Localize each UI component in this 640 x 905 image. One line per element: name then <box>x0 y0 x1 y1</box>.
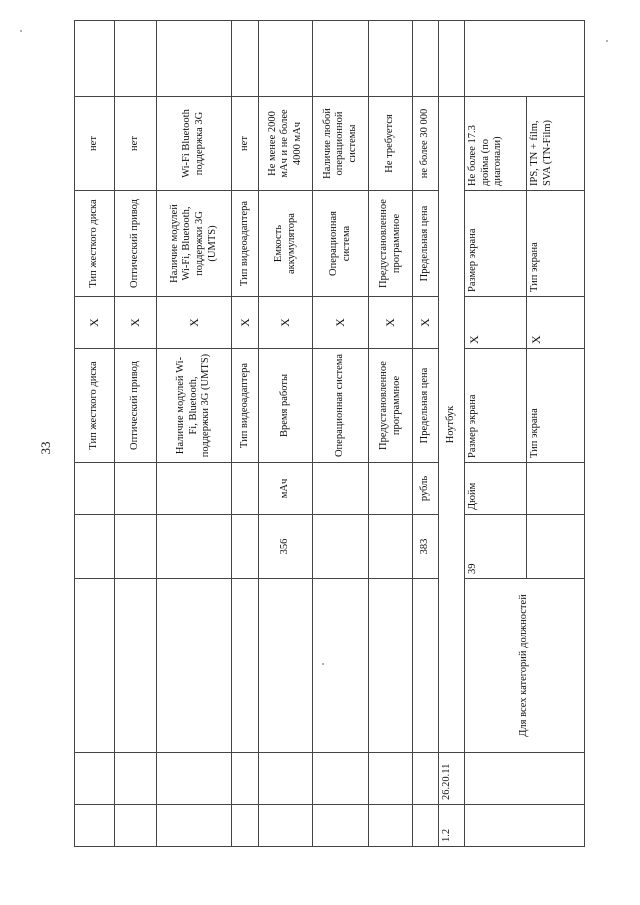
char-name: Предустановленное программное <box>369 191 413 297</box>
scan-speck <box>20 30 22 32</box>
char-name: Тип жесткого диска <box>75 349 115 463</box>
unit-code: 356 <box>259 515 313 579</box>
mark-cell: Х <box>413 297 439 349</box>
table-row <box>75 21 115 847</box>
table-row <box>157 21 232 847</box>
char-value: нет <box>75 97 115 191</box>
table-row <box>232 21 259 847</box>
row-number: 1.2 <box>439 805 465 847</box>
unit-name: мАч <box>259 463 313 515</box>
char-name: Предустановленное программное <box>369 349 413 463</box>
table-row <box>465 21 527 847</box>
section-title: Ноутбук <box>439 97 465 753</box>
char-name: Тип видеоадаптера <box>232 191 259 297</box>
char-name: Наличие модулей Wi-Fi, Bluetooth, поддержки 3G (UMTS) <box>157 349 232 463</box>
rotated-table-wrapper <box>74 21 584 847</box>
char-value: Wi-Fi Bluetooth поддержка 3G <box>157 97 232 191</box>
char-name: Тип экрана <box>527 349 585 463</box>
char-value: нет <box>232 97 259 191</box>
mark-cell: Х <box>369 297 413 349</box>
mark-cell: Х <box>259 297 313 349</box>
table-row <box>413 21 439 847</box>
char-value: Не менее 2000 мАч и не более 4000 мАч <box>259 97 313 191</box>
char-name: Предельная цена <box>413 191 439 297</box>
unit-code: 39 <box>465 515 527 579</box>
scan-speck <box>606 40 608 42</box>
char-name: Оптический привод <box>115 191 157 297</box>
char-value: нет <box>115 97 157 191</box>
char-value: Наличие любой операционной системы <box>313 97 369 191</box>
unit-name: рубль <box>413 463 439 515</box>
char-value: Не более 17.3 дюйма (по диагонали) <box>465 97 527 191</box>
char-value: IPS, TN + film, SVA (TN-Film) <box>527 97 585 191</box>
table-row <box>259 21 313 847</box>
mark-cell: Х <box>527 297 585 349</box>
table-row <box>115 21 157 847</box>
table-row <box>313 21 369 847</box>
char-name: Емкость аккумулятора <box>259 191 313 297</box>
okpd2-code: 26.20.11 <box>439 753 465 805</box>
mark-cell: Х <box>232 297 259 349</box>
char-name: Предельная цена <box>413 349 439 463</box>
char-name: Время работы <box>259 349 313 463</box>
characteristics-table <box>74 20 585 847</box>
table-row <box>369 21 413 847</box>
char-name: Размер экрана <box>465 349 527 463</box>
char-name: Наличие модулей Wi-Fi, Bluetooth, поддержки 3G (UMTS) <box>157 191 232 297</box>
mark-cell: Х <box>313 297 369 349</box>
mark-cell: Х <box>115 297 157 349</box>
unit-name: Дюйм <box>465 463 527 515</box>
char-name: Размер экрана <box>465 191 527 297</box>
mark-cell: Х <box>465 297 527 349</box>
scan-speck <box>322 663 324 665</box>
char-value: не более 30 000 <box>413 97 439 191</box>
char-value: Не требуется <box>369 97 413 191</box>
table-row <box>439 21 465 847</box>
mark-cell: Х <box>75 297 115 349</box>
mark-cell: Х <box>157 297 232 349</box>
char-name: Тип видеоадаптера <box>232 349 259 463</box>
char-name: Операционная система <box>313 191 369 297</box>
char-name: Оптический привод <box>115 349 157 463</box>
position-category: Для всех категорий должностей <box>465 579 585 753</box>
char-name: Тип жесткого диска <box>75 191 115 297</box>
unit-code: 383 <box>413 515 439 579</box>
char-name: Операционная система <box>313 349 369 463</box>
page-number: 33 <box>38 441 53 455</box>
char-name: Тип экрана <box>527 191 585 297</box>
